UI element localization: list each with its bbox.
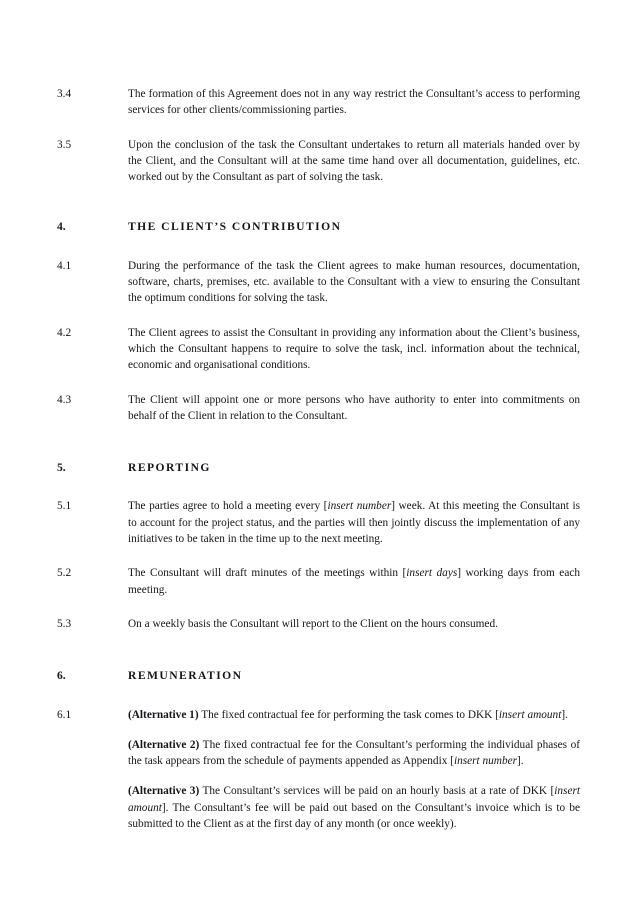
clause-number: 3.4	[57, 88, 72, 100]
clause-paragraph	[128, 137, 580, 186]
section-number: 4.	[57, 220, 66, 234]
clause-paragraph	[128, 392, 580, 425]
section-heading-4	[57, 219, 580, 235]
clause-number: 6.1	[57, 708, 72, 721]
text-run: ]. The Consultant’s fee will be paid out based on the Consultant’s invoice which is to be submitted to the Client as at the first day of any month (or once weekly).	[128, 801, 580, 831]
clause-3-5	[57, 137, 580, 186]
placeholder-text: insert number	[453, 755, 518, 768]
clause-paragraph	[128, 86, 580, 119]
section-number: 6.	[57, 669, 66, 683]
clause-5-1	[57, 498, 580, 547]
clause-paragraph	[128, 565, 580, 598]
clause-body	[128, 392, 580, 425]
clause-4-3	[57, 392, 580, 425]
text-run: The fixed contractual fee for performing the task comes to DKK [	[198, 708, 499, 721]
clause-paragraph	[128, 616, 580, 632]
clause-body	[128, 707, 580, 833]
placeholder-text: insert number	[327, 500, 392, 513]
clause-number: 4.3	[57, 393, 72, 406]
text-run: ].	[517, 755, 524, 768]
clause-4-2	[57, 325, 580, 374]
clause-4-1	[57, 258, 580, 307]
placeholder-text: insert amount	[498, 708, 562, 721]
alternative-label: (Alternative 2)	[128, 738, 200, 751]
clause-number: 5.2	[57, 567, 72, 580]
placeholder-text: insert amount	[128, 785, 580, 814]
clause-number: 4.1	[57, 259, 72, 272]
placeholder-text: insert days	[406, 567, 458, 580]
text-run: The Consultant’s services will be paid on an hourly basis at a rate of DKK [	[199, 785, 555, 798]
text-run: During the performance of the task the Client agrees to make human resources, documentation, software, charts, premises, etc. available to the Consultant with a view to ensuring the Consultant the optimum conditions for solving the task.	[128, 259, 580, 305]
section-heading-5	[57, 460, 580, 476]
text-run: ].	[561, 708, 568, 721]
text-run: The formation of this Agreement does not in any way restrict the Consultant’s access to performing services for other clients/commissioning parties.	[128, 88, 580, 117]
clause-number: 4.2	[57, 326, 72, 339]
clause-paragraph	[128, 325, 580, 374]
text-run: The fixed contractual fee for the Consultant’s performing the individual phases of the task appears from the schedule of payments appended as Appendix [	[128, 738, 581, 768]
text-run: ] week. At this meeting the Consultant is to account for the project status, and the parties will then jointly discuss the implementation of any initiatives to be taken in the time up to the next meeting.	[128, 500, 580, 546]
clause-body	[128, 498, 580, 547]
clause-body	[128, 565, 580, 598]
text-run: The Client agrees to assist the Consultant in providing any information about the Client’s business, which the Consultant happens to require to solve the task, incl. information about the technical, economic and organisational conditions.	[128, 326, 580, 372]
clause-number: 3.5	[57, 138, 72, 151]
clause-5-3	[57, 616, 580, 632]
alternative-2-paragraph	[128, 737, 580, 770]
clause-body	[128, 86, 580, 119]
clause-paragraph	[128, 498, 580, 547]
text-run: The Consultant will draft minutes of the meetings within [	[128, 567, 407, 580]
text-run: On a weekly basis the Consultant will report to the Client on the hours consumed.	[128, 617, 498, 630]
section-title: REPORTING	[128, 461, 211, 475]
clause-6-1	[57, 707, 580, 833]
section-number: 5.	[57, 461, 66, 475]
clause-body	[128, 616, 580, 632]
clause-body	[128, 325, 580, 374]
clause-body	[128, 258, 580, 307]
alternative-label: (Alternative 1)	[128, 708, 199, 721]
text-run: Upon the conclusion of the task the Consultant undertakes to return all materials handed over by the Client, and the Consultant will at the same time hand over all documentation, guidelines, etc. worked out by the Consultant as part of solving the task.	[128, 138, 580, 184]
section-title: THE CLIENT’S CONTRIBUTION	[128, 220, 342, 234]
alternative-3-paragraph	[128, 783, 580, 832]
clause-body	[128, 137, 580, 186]
clause-paragraph	[128, 258, 580, 307]
section-heading-6	[57, 668, 580, 684]
alternative-label: (Alternative 3)	[128, 785, 200, 798]
clause-number: 5.1	[57, 500, 72, 513]
text-run: ] working days from each meeting.	[128, 567, 580, 596]
section-title: REMUNERATION	[128, 669, 243, 683]
document-content	[57, 86, 580, 832]
clause-3-4	[57, 86, 580, 119]
alternative-1-paragraph	[128, 707, 580, 723]
clause-5-2	[57, 565, 580, 598]
text-run: The parties agree to hold a meeting every [	[128, 500, 328, 513]
text-run: The Client will appoint one or more persons who have authority to enter into commitments on behalf of the Client in relation to the Consultant.	[128, 393, 580, 422]
clause-number: 5.3	[57, 617, 72, 630]
